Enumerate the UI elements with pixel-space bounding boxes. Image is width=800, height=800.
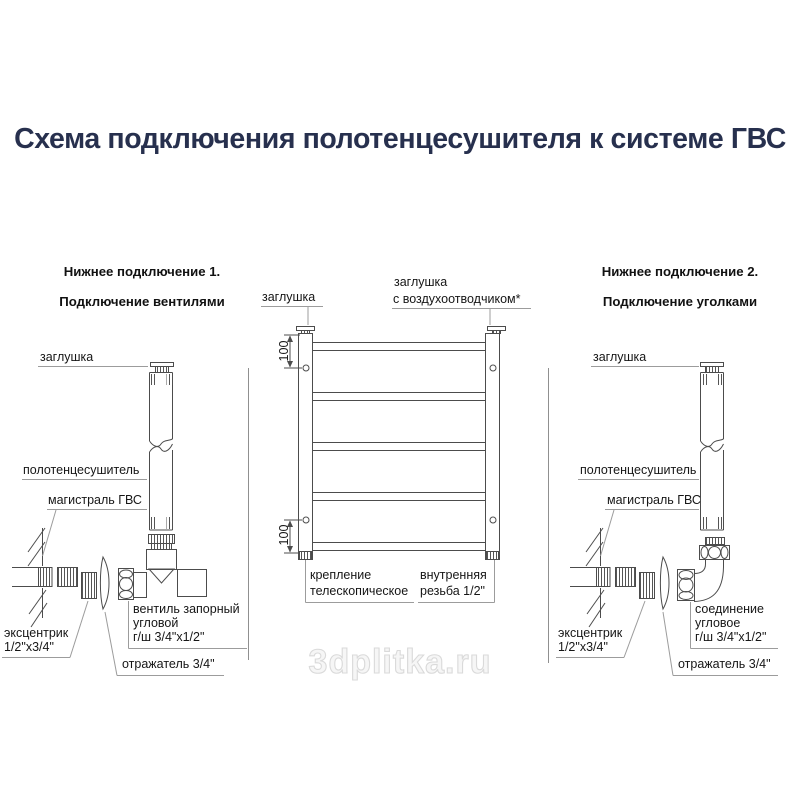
middle-label-cap-right-line1: заглушка [394, 275, 448, 289]
angle-valve [119, 535, 207, 600]
left-towel-rail-pipe [150, 373, 173, 531]
elbow-inner-curve [694, 564, 706, 574]
section-dividers [249, 368, 549, 663]
radiator-left-post [299, 334, 313, 560]
right-label-elbow-line2: угловое [695, 616, 741, 630]
left-eccentric [82, 573, 97, 599]
angle-union-elbow [678, 538, 730, 602]
right-label-eccentric-line1: эксцентрик [558, 626, 623, 640]
right-section-header-line2: Подключение уголками [602, 294, 758, 309]
valve-cone [149, 569, 174, 583]
right-label-cap: заглушка [593, 350, 647, 364]
left-coupling [58, 568, 78, 587]
left-label-towel-rail: полотенцесушитель [23, 463, 140, 477]
left-pipe-cap [151, 363, 174, 373]
left-label-eccentric-line2: 1/2"x3/4" [4, 640, 54, 654]
radiator-left-foot [300, 552, 312, 560]
middle-label-thread-line2: резьба 1/2" [420, 584, 485, 598]
right-label-eccentric-line2: 1/2"x3/4" [558, 640, 608, 654]
radiator-cap-right [488, 327, 506, 334]
left-label-eccentric-line1: эксцентрик [4, 626, 69, 640]
right-label-elbow-line1: соединение [695, 602, 764, 616]
dimension-label-top: 100 [277, 340, 291, 362]
right-escutcheon [660, 557, 669, 609]
dimension-label-bottom: 100 [277, 524, 291, 546]
right-label-elbow-line3: г/ш 3/4"x1/2" [695, 630, 767, 644]
left-label-main-line: магистраль ГВС [48, 493, 142, 507]
mounting-holes [303, 365, 496, 523]
elbow-top-union-nut [700, 546, 730, 560]
left-label-cap: заглушка [40, 350, 94, 364]
valve-union-nut [119, 569, 134, 600]
right-label-reflector: отражатель 3/4" [678, 657, 771, 671]
middle-label-mount-line2: телескопическое [310, 584, 409, 598]
right-section-header-line1: Нижнее подключение 2. [601, 264, 759, 279]
left-section-header-line1: Нижнее подключение 1. [63, 264, 221, 279]
elbow-side-union-nut [678, 570, 695, 601]
right-coupling [616, 568, 636, 587]
left-label-valve-line2: угловой [133, 616, 179, 630]
left-section-header-line2: Подключение вентилями [59, 294, 225, 309]
elbow-outer-curve [694, 567, 724, 602]
left-label-valve-line3: г/ш 3/4"x1/2" [133, 630, 205, 644]
middle-label-mount-line1: крепление [310, 568, 372, 582]
middle-label-thread-line1: внутренняя [420, 568, 487, 582]
radiator-right-post [486, 334, 500, 560]
left-label-reflector: отражатель 3/4" [122, 657, 215, 671]
left-escutcheon [100, 557, 109, 609]
right-pipe-cap [701, 363, 724, 373]
radiator-right-foot [487, 552, 499, 560]
right-eccentric [640, 573, 655, 599]
middle-label-cap-left: заглушка [262, 290, 316, 304]
middle-label-cap-right-line2: с воздухоотводчиком* [393, 292, 521, 306]
right-label-towel-rail: полотенцесушитель [580, 463, 697, 477]
radiator-cap-left [297, 327, 315, 334]
towel-radiator-front-view [284, 327, 506, 560]
right-label-main-line: магистраль ГВС [607, 493, 701, 507]
right-towel-rail-pipe [701, 373, 724, 531]
page-title: Схема подключения полотенцесушителя к системе ГВС [14, 123, 786, 155]
valve-handwheel [149, 535, 175, 544]
watermark: 3dplitka.ru [308, 643, 492, 681]
radiator-rungs [313, 343, 486, 551]
left-label-valve-line1: вентиль запорный [133, 602, 240, 616]
